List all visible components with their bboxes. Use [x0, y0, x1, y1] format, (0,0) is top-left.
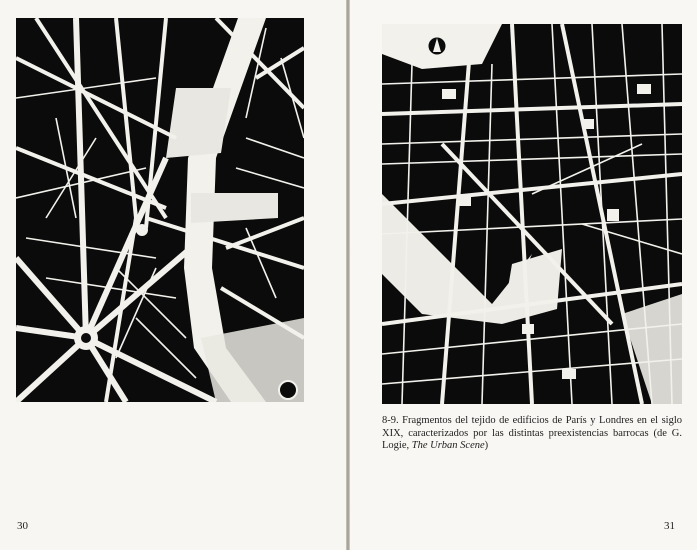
right-page-number: 31 — [664, 520, 675, 532]
paris-map-drawing — [16, 18, 304, 402]
london-map-figure — [382, 24, 682, 404]
left-page-number: 30 — [17, 520, 28, 532]
figure-caption — [382, 415, 682, 453]
caption-book-title: The Urban Scene — [411, 440, 485, 451]
paris-map-figure — [16, 18, 304, 402]
caption-text-end: ) — [484, 440, 489, 451]
london-map-drawing — [382, 24, 682, 404]
caption-text: 8-9. Fragmentos del tejido de edificios de París y Londres en el siglo XIX, caracterizados por las distintas preexistencias barrocas (de G. Logie, — [382, 415, 682, 451]
